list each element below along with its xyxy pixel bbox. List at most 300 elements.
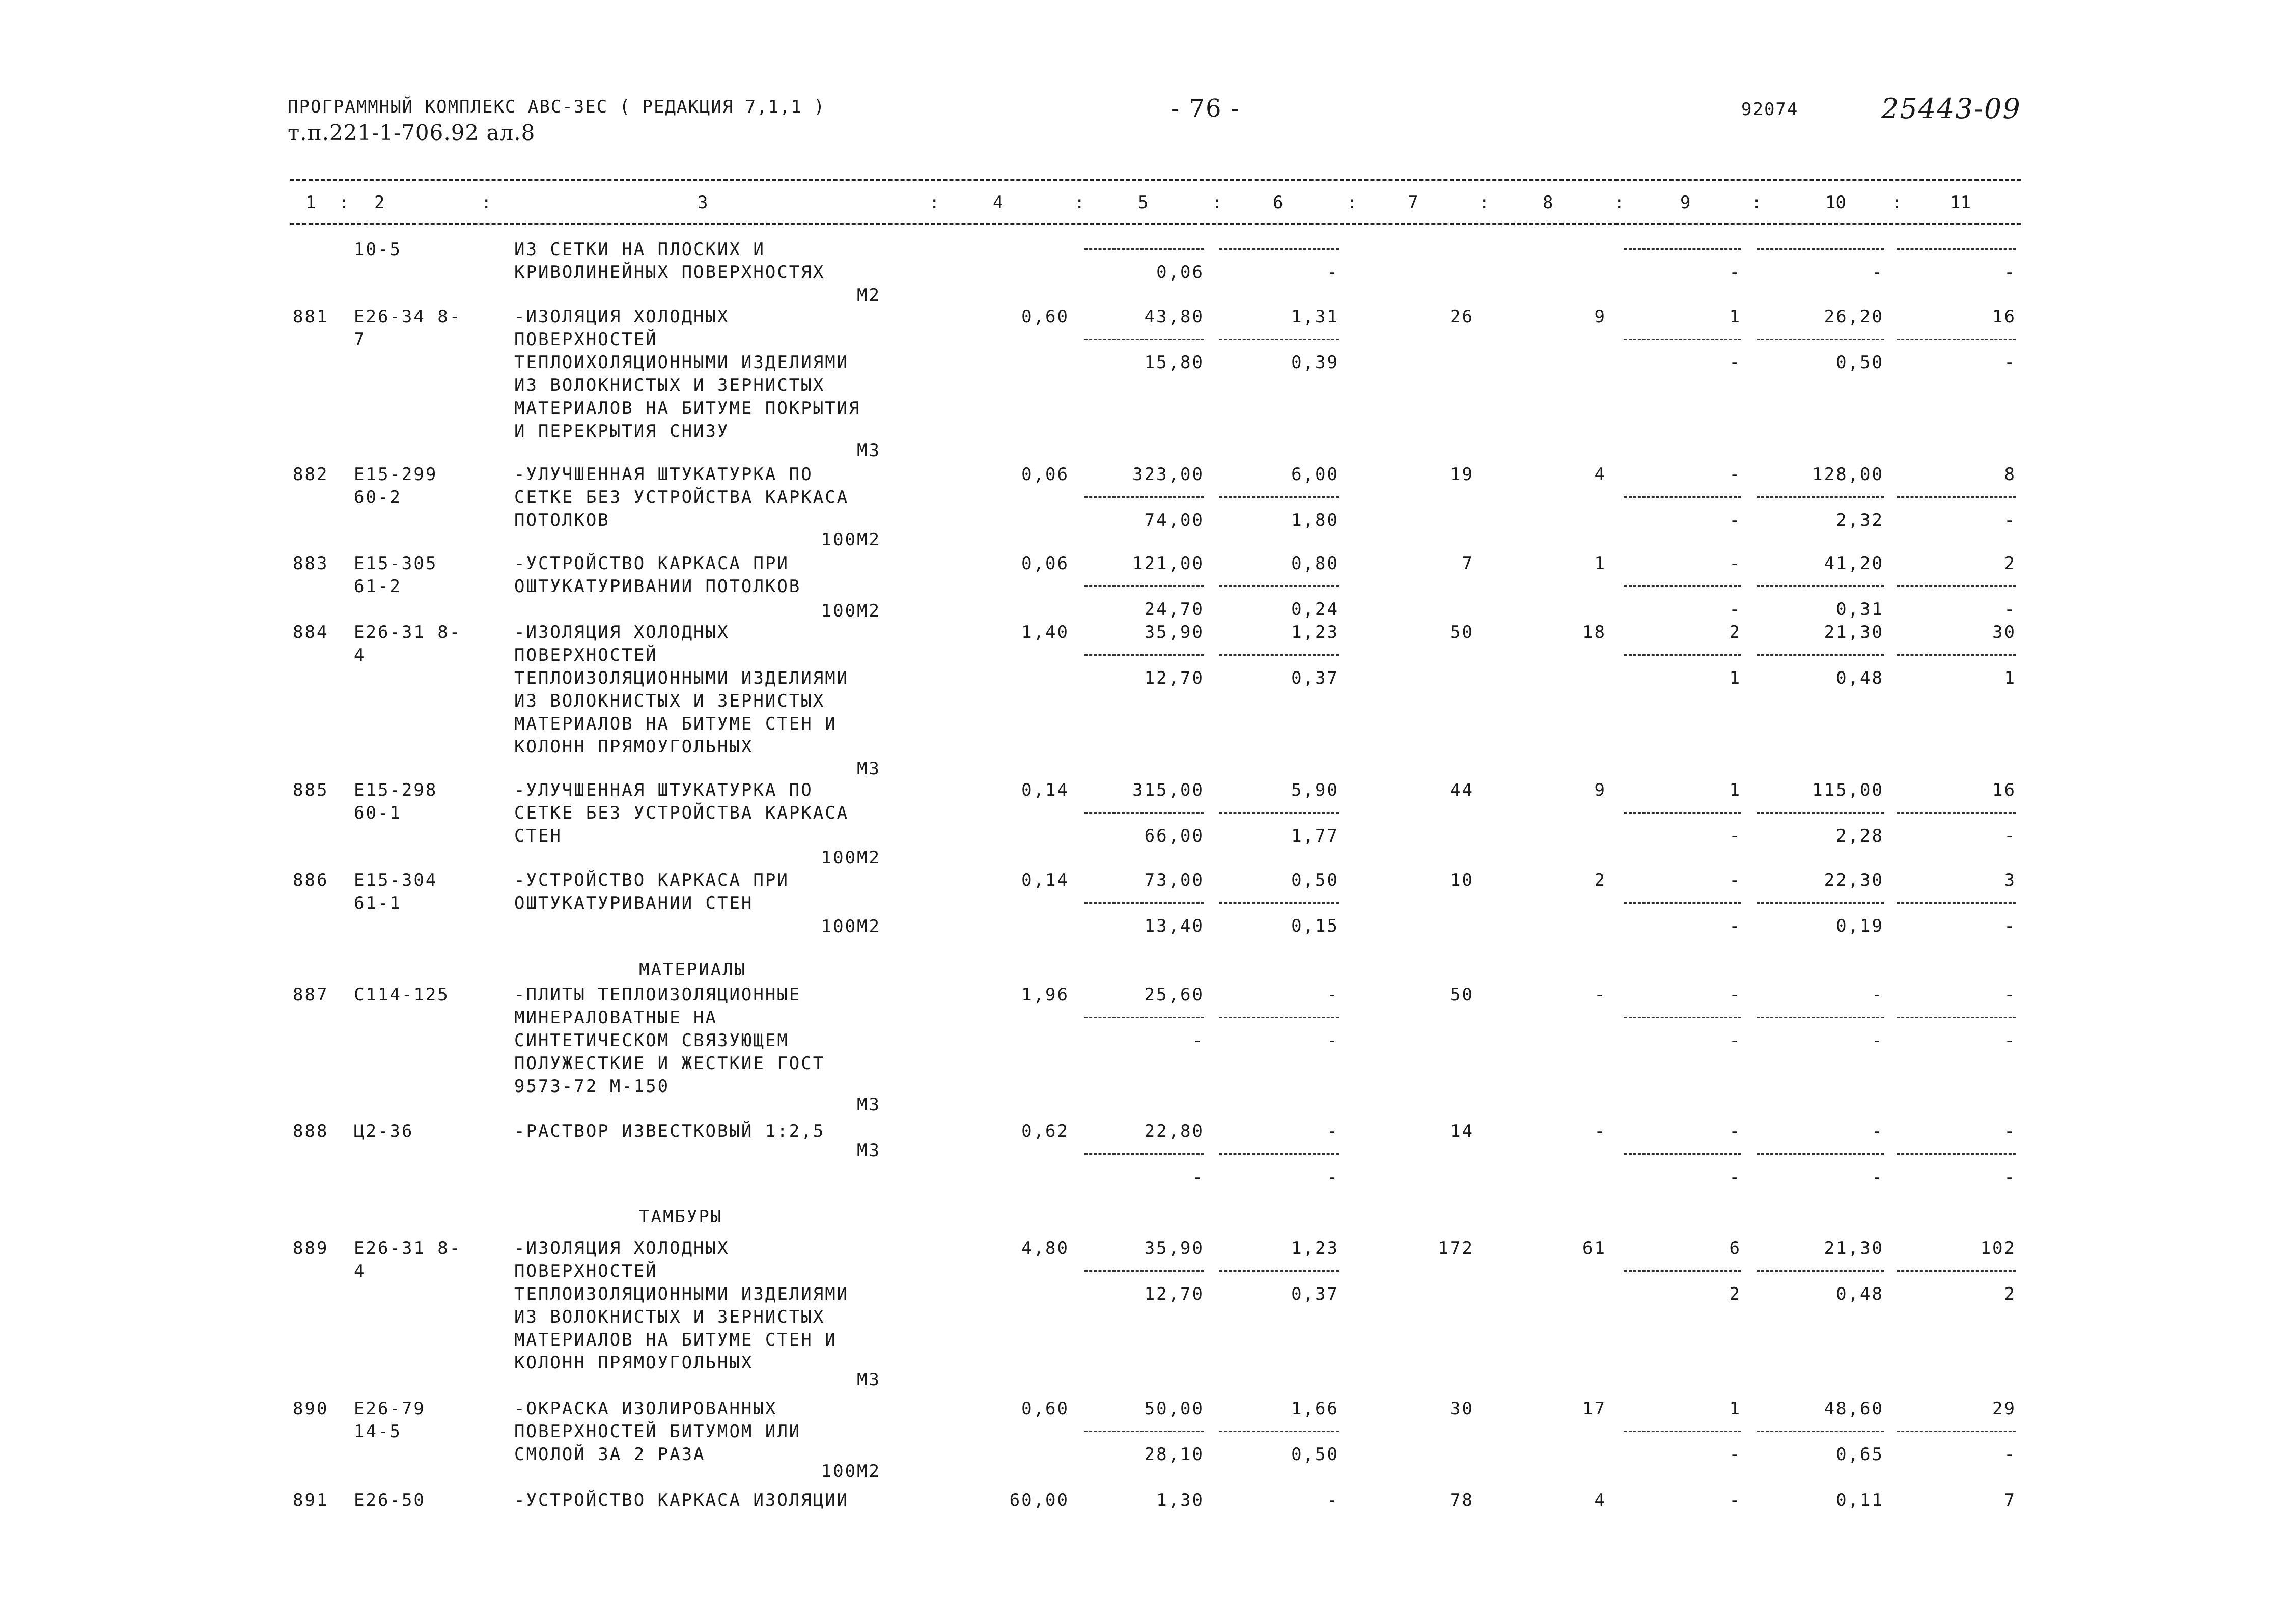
value-c6b: 0,39 [1291,352,1339,373]
description-line: -ИЗОЛЯЦИЯ ХОЛОДНЫХ [514,622,730,642]
value-c5: 50,00 [1144,1398,1204,1419]
description-line: ТЕПЛОИЗОЛЯЦИОННЫМИ ИЗДЕЛИЯМИ [514,1284,849,1304]
description-line: -ИЗОЛЯЦИЯ ХОЛОДНЫХ [514,1238,730,1258]
value-c5b: 13,40 [1144,916,1204,936]
unit-label: М2 [857,285,881,305]
cell-divider [1084,812,1204,814]
value-c11b: 1 [2004,668,2016,688]
value-c7: 78 [1450,1490,1474,1510]
description-line: -УСТРОЙСТВО КАРКАСА ПРИ [514,553,789,574]
value-c11: 16 [1992,306,2016,327]
column-header-11: 11 [1950,192,1971,213]
cell-divider [1624,1153,1741,1155]
description-line: МИНЕРАЛОВАТНЫЕ НА [514,1007,717,1028]
cell-divider [1624,902,1741,904]
cell-divider [1219,1431,1339,1432]
cell-divider [1219,812,1339,814]
resource-code: Е15-299 60-2 [354,464,438,508]
page-number: - 76 - [1171,94,1241,123]
value-c10: 21,30 [1824,1238,1884,1258]
description-line: И ПЕРЕКРЫТИЯ СНИЗУ [514,421,730,441]
column-header-4: 4 [993,192,1004,213]
resource-code: Е26-31 8-4 [354,622,462,665]
project-code: т.п.221-1-706.92 ал.8 [288,120,536,145]
value-c4: 0,60 [1021,1398,1069,1419]
cell-divider [1219,1270,1339,1272]
description-line: ТЕПЛОИЗОЛЯЦИОННЫМИ ИЗДЕЛИЯМИ [514,668,849,688]
value-c8: 18 [1582,622,1606,642]
description-line: ТЕПЛОИХОЛЯЦИОННЫМИ ИЗДЕЛИЯМИ [514,352,849,373]
description-line: ПОВЕРХНОСТЕЙ [514,1261,658,1281]
column-separator: : [1891,192,1902,213]
value-c7: 30 [1450,1398,1474,1419]
description-line: СТЕН [514,826,562,846]
value-c4: 0,60 [1021,306,1069,327]
cell-divider [1624,1270,1741,1272]
value-c9b: - [1729,1167,1741,1187]
cell-divider [1219,248,1339,250]
description-line: ПОЛУЖЕСТКИЕ И ЖЕСТКИЕ ГОСТ [514,1053,825,1074]
value-c11b: - [2004,1444,2016,1465]
value-c4: 0,14 [1021,780,1069,800]
cell-divider [1084,1431,1204,1432]
cell-divider [1624,496,1741,498]
row-number: 886 [293,870,329,890]
value-c11b: - [2004,352,2016,373]
description-line: МАТЕРИАЛОВ НА БИТУМЕ СТЕН И [514,1330,837,1350]
value-c5b: 74,00 [1144,510,1204,530]
value-c5b: 12,70 [1144,1284,1204,1304]
value-c6b: - [1327,262,1339,283]
value-c4: 60,00 [1009,1490,1069,1510]
value-c5: 315,00 [1132,780,1204,800]
cell-divider [1084,1017,1204,1018]
description-line: -ИЗОЛЯЦИЯ ХОЛОДНЫХ [514,306,730,327]
value-c10b: - [1872,1167,1884,1187]
value-c11: 3 [2004,870,2016,890]
value-c9b: 1 [1729,668,1741,688]
column-header-10: 10 [1825,192,1846,213]
value-c9: 2 [1729,622,1741,642]
value-c6b: 1,80 [1291,510,1339,530]
value-c9b: - [1729,1030,1741,1051]
description-line: -УСТРОЙСТВО КАРКАСА ИЗОЛЯЦИИ [514,1490,849,1510]
description-line: МАТЕРИАЛОВ НА БИТУМЕ СТЕН И [514,714,837,734]
value-c11: 102 [1980,1238,2016,1258]
value-c10b: 0,65 [1836,1444,1884,1465]
value-c5: 121,00 [1132,553,1204,574]
value-c6b: 0,15 [1291,916,1339,936]
resource-code: Е26-79 14-5 [354,1398,426,1442]
cell-divider [1757,585,1884,587]
value-c7: 19 [1450,464,1474,485]
value-c10: 0,11 [1836,1490,1884,1510]
value-c5b: 24,70 [1144,599,1204,620]
value-c9: - [1729,553,1741,574]
row-number: 887 [293,985,329,1005]
value-c5: 43,80 [1144,306,1204,327]
cell-divider [1757,339,1884,340]
section-materials: МАТЕРИАЛЫ [639,960,747,980]
description-line: ПОВЕРХНОСТЕЙ БИТУМОМ ИЛИ [514,1421,801,1442]
value-c10b: 0,31 [1836,599,1884,620]
cell-divider [1897,902,2016,904]
cell-divider [1084,902,1204,904]
value-c5: 323,00 [1132,464,1204,485]
description-line: ИЗ ВОЛОКНИСТЫХ И ЗЕРНИСТЫХ [514,375,825,396]
value-c9b: - [1729,599,1741,620]
unit-label: 100М2 [821,848,881,868]
value-c8: - [1594,985,1606,1005]
value-c7: 50 [1450,622,1474,642]
value-c5b: 28,10 [1144,1444,1204,1465]
row-number: 881 [293,306,329,327]
unit-label: М3 [857,440,881,461]
row-number: 889 [293,1238,329,1258]
cell-divider [1897,812,2016,814]
value-c8: - [1594,1121,1606,1141]
unit-label: 100М2 [821,916,881,937]
column-separator: : [481,192,492,213]
column-separator: : [339,192,349,213]
value-c10: 22,30 [1824,870,1884,890]
value-c11b: - [2004,916,2016,936]
value-c9b: - [1729,262,1741,283]
value-c11b: - [2004,262,2016,283]
description-line: -УЛУЧШЕННАЯ ШТУКАТУРКА ПО [514,464,813,485]
cell-divider [1084,496,1204,498]
cell-divider [1897,248,2016,250]
description-line: КРИВОЛИНЕЙНЫХ ПОВЕРХНОСТЯХ [514,262,825,283]
value-c8: 61 [1582,1238,1606,1258]
value-c10: 115,00 [1812,780,1884,800]
value-c5b: - [1192,1030,1204,1051]
value-c7: 10 [1450,870,1474,890]
description-line: 9573-72 М-150 [514,1076,670,1097]
cell-divider [1757,902,1884,904]
value-c8: 17 [1582,1398,1606,1419]
value-c10b: - [1872,262,1884,283]
row-number: 883 [293,553,329,574]
value-c10: 128,00 [1812,464,1884,485]
value-c10b: 0,50 [1836,352,1884,373]
description-line: ИЗ ВОЛОКНИСТЫХ И ЗЕРНИСТЫХ [514,1307,825,1327]
unit-label: 100М2 [821,529,881,550]
cell-divider [1897,654,2016,656]
cell-divider [1897,339,2016,340]
value-c9: 1 [1729,1398,1741,1419]
value-c10b: 2,28 [1836,826,1884,846]
value-c10: 21,30 [1824,622,1884,642]
value-c6: 0,50 [1291,870,1339,890]
value-c10: 41,20 [1824,553,1884,574]
resource-code: 10-5 [354,239,402,260]
cell-divider [1219,496,1339,498]
value-c9: - [1729,464,1741,485]
column-header-5: 5 [1138,192,1149,213]
cell-divider [1624,654,1741,656]
value-c11: - [2004,985,2016,1005]
cell-divider [1219,585,1339,587]
cell-divider [1757,1153,1884,1155]
cell-divider [1897,1017,2016,1018]
value-c6b: 1,77 [1291,826,1339,846]
description-line: КОЛОНН ПРЯМОУГОЛЬНЫХ [514,1353,754,1373]
value-c5: 25,60 [1144,985,1204,1005]
column-header-7: 7 [1408,192,1418,213]
value-c6b: 0,37 [1291,1284,1339,1304]
column-header-6: 6 [1273,192,1284,213]
value-c5b: 0,06 [1156,262,1204,283]
description-line: КОЛОНН ПРЯМОУГОЛЬНЫХ [514,737,754,757]
value-c11: 29 [1992,1398,2016,1419]
cell-divider [1757,248,1884,250]
description-line: СЕТКЕ БЕЗ УСТРОЙСТВА КАРКАСА [514,803,849,823]
cell-divider [1624,1431,1741,1432]
header-rule-top [290,179,2021,181]
column-separator: : [1074,192,1085,213]
cell-divider [1897,496,2016,498]
value-c9: - [1729,870,1741,890]
value-c7: 26 [1450,306,1474,327]
column-separator: : [1479,192,1490,213]
value-c5: 35,90 [1144,1238,1204,1258]
value-c4: 0,14 [1021,870,1069,890]
value-c7: 14 [1450,1121,1474,1141]
value-c6b: 0,24 [1291,599,1339,620]
value-c10: - [1872,1121,1884,1141]
unit-label: М3 [857,1369,881,1390]
column-header-8: 8 [1543,192,1553,213]
value-c8: 4 [1594,464,1606,485]
resource-code: Е26-31 8-4 [354,1238,462,1281]
resource-code: Ц2-36 [354,1121,414,1141]
value-c10: 48,60 [1824,1398,1884,1419]
value-c5: 73,00 [1144,870,1204,890]
description-line: ИЗ СЕТКИ НА ПЛОСКИХ И [514,239,765,260]
value-c8: 1 [1594,553,1606,574]
value-c10b: 0,19 [1836,916,1884,936]
value-c6b: - [1327,1030,1339,1051]
cell-divider [1897,1153,2016,1155]
description-line: ОШТУКАТУРИВАНИИ СТЕН [514,893,754,913]
resource-code: Е15-298 60-1 [354,780,438,823]
value-c9: - [1729,985,1741,1005]
value-c9b: - [1729,352,1741,373]
value-c10b: - [1872,1030,1884,1051]
description-line: СЕТКЕ БЕЗ УСТРОЙСТВА КАРКАСА [514,487,849,508]
value-c6: 1,31 [1291,306,1339,327]
resource-code: Е26-50 [354,1490,426,1510]
description-line: -РАСТВОР ИЗВЕСТКОВЫЙ 1:2,5 [514,1121,825,1141]
cell-divider [1084,1153,1204,1155]
column-header-1: 1 [305,192,316,213]
row-number: 882 [293,464,329,485]
value-c10: - [1872,985,1884,1005]
cell-divider [1624,812,1741,814]
description-line: СМОЛОЙ ЗА 2 РАЗА [514,1444,706,1465]
row-number: 891 [293,1490,329,1510]
cell-divider [1624,248,1741,250]
value-c7: 50 [1450,985,1474,1005]
resource-code: Е26-34 8-7 [354,306,462,350]
cell-divider [1084,1270,1204,1272]
value-c9: 1 [1729,306,1741,327]
value-c9b: - [1729,510,1741,530]
value-c6b: 0,37 [1291,668,1339,688]
row-number: 890 [293,1398,329,1419]
description-line: ИЗ ВОЛОКНИСТЫХ И ЗЕРНИСТЫХ [514,691,825,711]
value-c4: 0,62 [1021,1121,1069,1141]
value-c11b: - [2004,1167,2016,1187]
program-title: ПРОГРАММНЫЙ КОМПЛЕКС АВС-3ЕС ( РЕДАКЦИЯ 7,1,1 ) [288,97,826,117]
description-line: -ОКРАСКА ИЗОЛИРОВАННЫХ [514,1398,777,1419]
value-c9b: - [1729,916,1741,936]
value-c9b: - [1729,1444,1741,1465]
value-c6: 1,66 [1291,1398,1339,1419]
value-c9: 6 [1729,1238,1741,1258]
value-c10b: 0,48 [1836,1284,1884,1304]
value-c6: 0,80 [1291,553,1339,574]
column-separator: : [1751,192,1762,213]
value-c6: 5,90 [1291,780,1339,800]
cell-divider [1084,339,1204,340]
value-c7: 7 [1462,553,1474,574]
value-c6: - [1327,1490,1339,1510]
value-c11: - [2004,1121,2016,1141]
column-header-9: 9 [1680,192,1691,213]
cell-divider [1084,585,1204,587]
cell-divider [1219,1153,1339,1155]
cell-divider [1757,496,1884,498]
value-c6: 1,23 [1291,1238,1339,1258]
value-c9b: 2 [1729,1284,1741,1304]
column-separator: : [1347,192,1357,213]
value-c11b: - [2004,599,2016,620]
document-number: 25443-09 [1881,93,2021,125]
cell-divider [1624,1017,1741,1018]
value-c8: 2 [1594,870,1606,890]
value-c10b: 2,32 [1836,510,1884,530]
value-c5: 1,30 [1156,1490,1204,1510]
description-line: -УЛУЧШЕННАЯ ШТУКАТУРКА ПО [514,780,813,800]
row-number: 885 [293,780,329,800]
value-c11b: - [2004,510,2016,530]
description-line: -ПЛИТЫ ТЕПЛОИЗОЛЯЦИОННЫЕ [514,985,801,1005]
value-c5b: 66,00 [1144,826,1204,846]
value-c5b: 15,80 [1144,352,1204,373]
value-c8: 9 [1594,306,1606,327]
unit-label: 100М2 [821,601,881,621]
cell-divider [1084,654,1204,656]
value-c4: 0,06 [1021,464,1069,485]
cell-divider [1624,339,1741,340]
cell-divider [1084,248,1204,250]
column-separator: : [1212,192,1222,213]
description-line: -УСТРОЙСТВО КАРКАСА ПРИ [514,870,789,890]
description-line: СИНТЕТИЧЕСКОМ СВЯЗУЮЩЕМ [514,1030,789,1051]
value-c9: - [1729,1121,1741,1141]
value-c8: 4 [1594,1490,1606,1510]
value-c4: 4,80 [1021,1238,1069,1258]
value-c6: - [1327,985,1339,1005]
value-c4: 1,40 [1021,622,1069,642]
value-c6: 1,23 [1291,622,1339,642]
cell-divider [1897,1431,2016,1432]
description-line: ПОТОЛКОВ [514,510,610,530]
column-separator: : [1614,192,1625,213]
value-c11: 8 [2004,464,2016,485]
value-c7: 44 [1450,780,1474,800]
value-c4: 1,96 [1021,985,1069,1005]
header-rule-bottom [290,223,2021,225]
value-c10b: 0,48 [1836,668,1884,688]
row-number: 884 [293,622,329,642]
unit-label: М3 [857,759,881,779]
value-c5b: - [1192,1167,1204,1187]
value-c6: - [1327,1121,1339,1141]
value-c5: 35,90 [1144,622,1204,642]
cell-divider [1897,585,2016,587]
value-c8: 9 [1594,780,1606,800]
value-c11: 30 [1992,622,2016,642]
cell-divider [1219,339,1339,340]
unit-label: 100М2 [821,1461,881,1481]
value-c10: 26,20 [1824,306,1884,327]
value-c4: 0,06 [1021,553,1069,574]
cell-divider [1757,654,1884,656]
cell-divider [1219,902,1339,904]
value-c11b: - [2004,1030,2016,1051]
value-c11: 16 [1992,780,2016,800]
unit-label: М3 [857,1095,881,1115]
value-c7: 172 [1438,1238,1474,1258]
unit-label: М3 [857,1140,881,1161]
cell-divider [1757,1431,1884,1432]
description-line: МАТЕРИАЛОВ НА БИТУМЕ ПОКРЫТИЯ [514,398,861,418]
value-c11b: - [2004,826,2016,846]
value-c6: 6,00 [1291,464,1339,485]
resource-code: Е15-305 61-2 [354,553,438,597]
value-c6b: 0,50 [1291,1444,1339,1465]
column-separator: : [929,192,940,213]
column-header-3: 3 [698,192,708,213]
resource-code: С114-125 [354,985,450,1005]
value-c5b: 12,70 [1144,668,1204,688]
value-c11b: 2 [2004,1284,2016,1304]
value-c5: 22,80 [1144,1121,1204,1141]
resource-code: Е15-304 61-1 [354,870,438,913]
cell-divider [1897,1270,2016,1272]
section-tambury: ТАМБУРЫ [639,1207,723,1227]
cell-divider [1624,585,1741,587]
description-line: ПОВЕРХНОСТЕЙ [514,645,658,665]
description-line: ОШТУКАТУРИВАНИИ ПОТОЛКОВ [514,576,801,597]
column-header-2: 2 [374,192,385,213]
cell-divider [1757,1017,1884,1018]
value-c9: 1 [1729,780,1741,800]
description-line: ПОВЕРХНОСТЕЙ [514,329,658,350]
cell-divider [1219,654,1339,656]
value-c9b: - [1729,826,1741,846]
row-number: 888 [293,1121,329,1141]
value-c11: 2 [2004,553,2016,574]
value-c6b: - [1327,1167,1339,1187]
value-c11: 7 [2004,1490,2016,1510]
value-c9: - [1729,1490,1741,1510]
code-number: 92074 [1741,99,1799,120]
cell-divider [1757,1270,1884,1272]
